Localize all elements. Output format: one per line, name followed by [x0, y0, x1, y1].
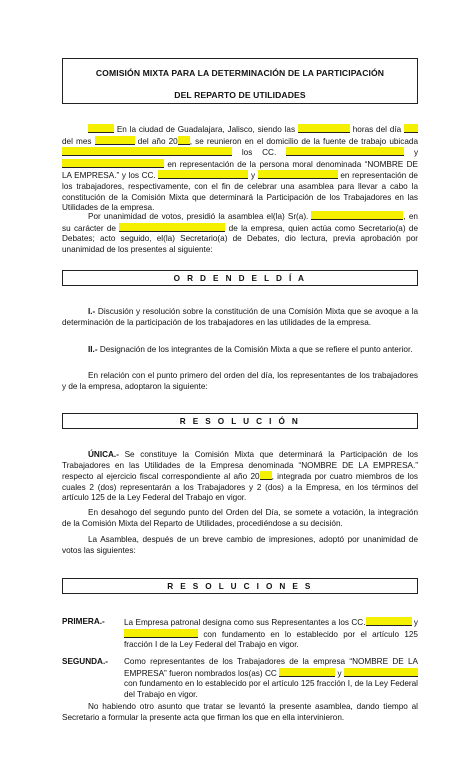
- text: Como representantes de los Trabajadores de la empresa “NOMBRE DE LA EMPRESA” fueron nombrados los(as) CC: [124, 657, 418, 678]
- text: En relación con el punto primero del orden del día, los representantes de los trabajadores y de la empresa, adoptaron la siguiente:: [62, 371, 418, 391]
- text: Designación de los integrantes de la Comisión Mixta a que se refiere el punto anterior.: [99, 345, 413, 354]
- blank-field[interactable]: [124, 629, 198, 638]
- opening-paragraph: [62, 124, 418, 214]
- text: con fundamento en lo establecido por el artículo 125 fracción I de la Ley Federal del Trabajo en vigor.: [124, 629, 418, 650]
- blank-field[interactable]: [62, 159, 164, 168]
- item-label: II.-: [88, 345, 98, 354]
- text: , en su carácter de: [62, 212, 418, 233]
- text: Por unanimidad de votos, presidió la asamblea el(la) Sr(a).: [88, 212, 309, 221]
- document-title-line2: DEL REPARTO DE UTILIDADES: [174, 90, 306, 100]
- blank-field[interactable]: [260, 471, 272, 480]
- text: los CC.: [241, 148, 277, 158]
- blank-field[interactable]: [95, 136, 135, 145]
- closing-paragraph: [62, 702, 418, 723]
- text: y: [413, 618, 419, 627]
- text: y: [251, 171, 256, 181]
- resoluciones-box: [62, 578, 418, 594]
- segunda-label: SEGUNDA.-: [62, 657, 108, 666]
- blank-field[interactable]: [119, 223, 225, 232]
- text: Discusión y resolución sobre la constitución de una Comisión Mixta que se avoque a la determinación de la participación de los trabajadores en las utilidades de la empresa.: [62, 307, 418, 327]
- agenda-item-2: [62, 345, 418, 356]
- blank-field[interactable]: [344, 668, 418, 677]
- text: La Asamblea, después de un breve cambio de impresiones, adoptó por unanimidad de votos las siguientes:: [62, 535, 418, 555]
- orden-del-dia-box: [62, 270, 418, 286]
- text: Se constituye la Comisión Mixta que determinará la Participación de los Trabajadores en las Utilidades de la Empresa denominada “NOMBRE DE LA EMPRESA.” respecto al ejercicio fiscal correspondiente al año 20: [62, 450, 418, 482]
- segunda-text: [124, 657, 418, 700]
- blank-field[interactable]: [279, 668, 335, 677]
- presiding-paragraph: [62, 211, 418, 255]
- unica-paragraph: [62, 450, 418, 504]
- blank-field[interactable]: [311, 211, 403, 220]
- title-box: [62, 58, 418, 104]
- blank-field[interactable]: [258, 170, 338, 179]
- blank-field[interactable]: [366, 617, 412, 626]
- text: horas del día: [352, 125, 402, 134]
- text: de la empresa, quien actúa como Secretario(a) de Debates; acto seguido, el(la) Secretario(a) de Debates, dio lectura, previa aprobación por unanimidad de los presentes al siguiente:: [62, 223, 419, 254]
- desahogo-paragraph: [62, 508, 418, 529]
- agenda-item-1: [62, 307, 418, 328]
- text: En desahogo del segundo punto del Orden del Día, se somete a votación, la integración de la Comisión Mixta del Reparto de Utilidades, procediéndose a su decisión.: [62, 508, 418, 528]
- section-heading: O R D E N D E L D Í A: [173, 274, 307, 283]
- asamblea-paragraph: [62, 535, 418, 556]
- text: , integrada por cuatro miembros de los cuales 2 (dos) representarán a los Trabajadores y 2 (dos) a la Empresa, en los términos del artículo 125 de la Ley Federal del Trabajo en vigor.: [62, 472, 418, 503]
- item-label: ÚNICA.-: [88, 450, 119, 459]
- text: del mes: [62, 136, 92, 146]
- text: con fundamento en lo establecido por el artículo 125 fracción I, de la Ley Federal del Trabajo en vigor.: [124, 679, 418, 699]
- primera-text: [124, 617, 418, 651]
- section-heading: R E S O L U C I Ó N: [179, 417, 301, 426]
- text: La Empresa patronal designa como sus Representantes a los CC.: [124, 618, 366, 627]
- blank-field[interactable]: [62, 147, 232, 156]
- section-heading: R E S O L U C I O N E S: [167, 582, 313, 591]
- relation-paragraph: [62, 371, 418, 392]
- text: en representación de los trabajadores, respectivamente, con el fin de celebrar una asamblea para llevar a cabo la constitución de la Comisión Mixta que determinará la Participación de los Trabajadores en las Utilidades de la empresa.: [62, 171, 418, 213]
- text: y: [337, 668, 342, 678]
- blank-field[interactable]: [286, 147, 404, 156]
- document-title-line1: COMISIÓN MIXTA PARA LA DETERMINACIÓN DE LA PARTICIPACIÓN: [95, 68, 385, 78]
- blank-field[interactable]: [298, 124, 350, 133]
- text: No habiendo otro asunto que tratar se levantó la presente asamblea, dando tiempo al Secretario a formular la presente acta que firman los que en ella intervinieron.: [62, 702, 418, 722]
- blank-field[interactable]: [88, 124, 114, 133]
- blank-field[interactable]: [404, 124, 418, 133]
- item-label: I.-: [88, 307, 96, 316]
- text: , se reunieron en el domicilio de la fuente de trabajo ubicada: [189, 136, 419, 146]
- primera-label: PRIMERA.-: [62, 617, 105, 626]
- text: y: [413, 148, 419, 158]
- blank-field[interactable]: [178, 136, 190, 145]
- blank-field[interactable]: [158, 170, 248, 179]
- resolucion-box: [62, 413, 418, 429]
- text: En la ciudad de Guadalajara, Jalisco, siendo las: [116, 125, 296, 134]
- text: en representación de la persona moral denominada “NOMBRE DE LA EMPRESA.” y los CC.: [62, 159, 418, 181]
- text: del año 20: [137, 136, 178, 146]
